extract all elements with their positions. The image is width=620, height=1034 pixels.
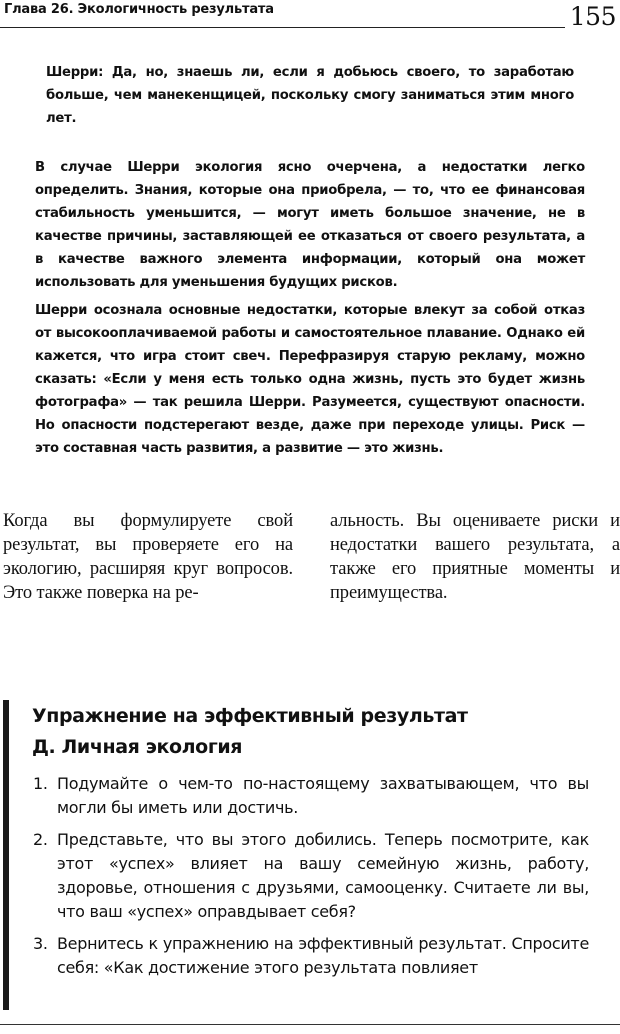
list-item [33, 828, 589, 924]
dialogue-quote [46, 61, 574, 130]
header-rule [0, 27, 565, 28]
exercise-title [32, 701, 592, 763]
list-item [33, 772, 589, 820]
paragraph-risks: Шерри осознала основные недостатки, которые влекут за собой отказ от высокооплачиваемой работы и самостоятельное плавание. Однако ей кажется, что игра стоит свеч. Перефразируя старую рекламу, можно сказать: «Если у меня есть только одна жизнь, пусть это будет жизнь фотографа» — так решила Шерри. Разумеется, существуют опасности. Но опасности подстерегают везде, даже при переходе улицы. Риск — это составная часть развития, а развитие — это жизнь. [35, 303, 585, 456]
two-column-text [3, 509, 620, 609]
page-number: 155 [569, 2, 616, 31]
quote-text: Да, но, знаешь ли, если я добьюсь своего, то заработаю больше, чем манекенщицей, поскольку смогу заниматься этим много лет. [46, 65, 574, 126]
list-item [33, 932, 589, 980]
exercise-title-line1: Упражнение на эффективный результат [32, 705, 468, 727]
list-item-number: 1. [33, 774, 48, 793]
list-item-text: Подумайте о чем-то по-настоящему захватывающем, что вы могли бы иметь или достичь. [57, 774, 589, 817]
list-item-number: 2. [33, 830, 48, 849]
list-item-text: Представьте, что вы этого добились. Теперь посмотрите, как этот «успех» влияет на вашу семейную жизнь, работу, здоровье, отношения с друзьями, самооценку. Считаете ли вы, что ваш «успех» оправдывает себя? [57, 830, 589, 921]
exercise-list [33, 772, 589, 988]
column-right: альность. Вы оцениваете риски и недостатки вашего результата, а также его приятные моменты и преимущества. [330, 511, 620, 603]
page-header [0, 0, 620, 40]
quote-speaker: Шерри: [46, 65, 104, 80]
exercise-sidebar-bar [3, 700, 9, 1010]
exercise-title-line2: Д. Личная экология [32, 736, 243, 758]
list-item-text: Вернитесь к упражнению на эффективный результат. Спросите себя: «Как достижение этого результата повлияет [57, 934, 589, 977]
footer-rule [0, 1024, 620, 1025]
running-head: Глава 26. Экологичность результата [4, 2, 274, 17]
paragraph-ecology: В случае Шерри экология ясно очерчена, а недостатки легко определить. Знания, которые она приобрела, — то, что ее финансовая стабильность уменьшится, — могут иметь большое значение, не в качестве причины, заставляющей ее отказаться от своего результата, а в качестве важного элемента информации, который она может использовать для уменьшения будущих рисков. [35, 160, 585, 290]
column-left: Когда вы формулируете свой результат, вы проверяете его на экологию, расширяя круг вопросов. Это также поверка на ре- [3, 511, 293, 603]
list-item-number: 3. [33, 934, 48, 953]
